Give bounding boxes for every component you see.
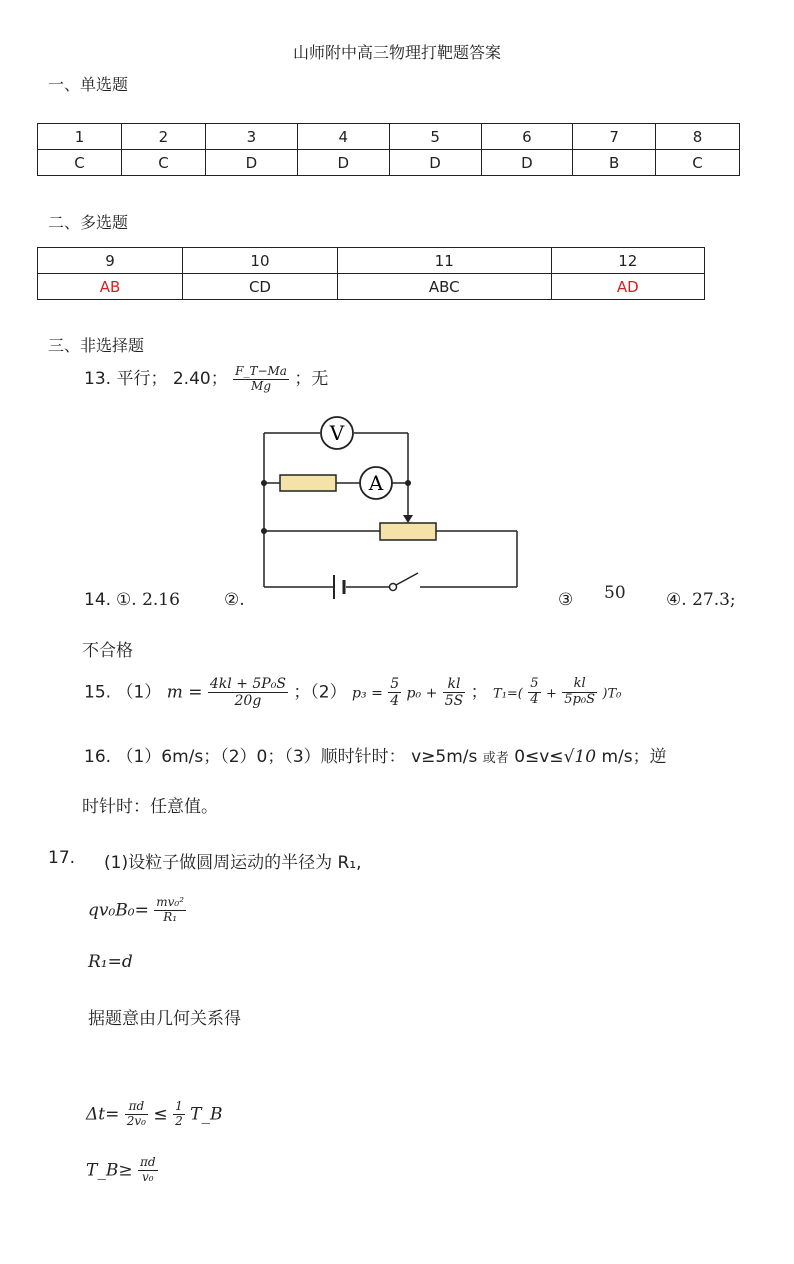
table-row — [38, 150, 740, 176]
question-number: 5 — [389, 124, 481, 150]
answer-cell: C — [121, 150, 205, 176]
page-title: 山师附中高三物理打靶题答案 — [292, 43, 501, 62]
table-row — [38, 248, 705, 274]
answer-cell: B — [573, 150, 656, 176]
q15-t-lhs: T₁=( — [493, 686, 523, 702]
q17-dt-num: πd — [125, 1100, 148, 1115]
table-row — [38, 274, 705, 300]
q13-text-a: 平行； — [116, 369, 168, 389]
q17-eq1-lhs: qv₀B₀= — [88, 900, 149, 921]
q14-label: 14. — [84, 590, 112, 610]
q14-part4-mark: ④. — [666, 590, 687, 610]
q17-dt-lhs: Δt= — [86, 1104, 120, 1125]
q17-dt-le: ≤ — [153, 1104, 168, 1125]
q17-geometry: 据题意由几何关系得 — [88, 1009, 241, 1029]
q17-label: 17. — [48, 848, 76, 868]
junction-dot — [261, 480, 267, 486]
voltmeter-label: V — [329, 421, 345, 445]
q13-text-b: ；无 — [294, 369, 329, 389]
q13-label: 13. — [84, 369, 112, 389]
q14-part4 — [666, 590, 736, 610]
q15-p3-mid: p₀ + — [406, 685, 438, 702]
resistor — [280, 475, 336, 491]
q15-p3-fraction — [443, 676, 466, 709]
q17-tb2-fraction — [138, 1156, 158, 1185]
q15-p3-lhs: p₃ = — [352, 685, 383, 702]
q15-p3-coef — [388, 676, 401, 709]
q14-part3-mark: ③ — [558, 590, 574, 610]
question-number: 10 — [183, 248, 338, 274]
q17-eq2: R₁=d — [88, 952, 133, 972]
question-number: 6 — [481, 124, 573, 150]
answer-cell: D — [297, 150, 389, 176]
q16-text1: （1）6m/s；（2）0；（3）顺时针时： — [116, 747, 406, 767]
q15-t-tail: )T₀ — [602, 686, 622, 702]
q15-t-plus: + — [545, 686, 557, 702]
circuit-diagram — [250, 405, 530, 605]
ammeter-label: A — [368, 471, 384, 495]
q14-part3-value: 50 — [604, 583, 626, 603]
q15-p3-coef-num: 5 — [390, 676, 400, 692]
q17-eq1-fraction — [154, 896, 186, 925]
q15-label: 15. — [84, 682, 112, 703]
q17-eq1 — [88, 896, 186, 925]
q17-tb2-lhs: T_B≥ — [86, 1160, 133, 1181]
q14-part1-value: 2.16 — [142, 590, 180, 610]
q14-part2-mark: ②. — [224, 590, 245, 610]
q17-tb: T_B — [190, 1104, 223, 1125]
q15-part1: （1） — [116, 682, 162, 703]
q17-tb2-den: v₀ — [141, 1169, 154, 1184]
section3-heading: 三、非选择题 — [48, 336, 145, 355]
q14-part5: 不合格 — [82, 641, 133, 661]
q15-p3-frac-num: kl — [443, 676, 466, 693]
q16-cond1: v≥5m/s — [411, 747, 478, 767]
q15-sep: ； — [470, 682, 488, 703]
answer-cell: AD — [551, 274, 704, 300]
q16-cond2: 0≤v≤ — [514, 747, 564, 767]
q14-part1 — [116, 590, 180, 610]
answer-cell: D — [205, 150, 297, 176]
q16-sqrt: √10 — [563, 747, 597, 767]
junction-dot — [261, 528, 267, 534]
question-number: 11 — [337, 248, 551, 274]
q15-answer — [84, 676, 621, 709]
q17-tb2-num: πd — [139, 1155, 156, 1169]
q15-t-coef-den: 4 — [530, 692, 539, 708]
q15-part2: ；（2） — [293, 682, 347, 703]
q15-m-fraction — [208, 676, 288, 709]
question-number: 9 — [38, 248, 183, 274]
multiple-choice-table — [37, 247, 705, 300]
rheostat — [380, 523, 436, 540]
answer-cell: D — [389, 150, 481, 176]
q16-line2: 时针时：任意值。 — [82, 797, 218, 817]
question-number: 3 — [205, 124, 297, 150]
slider-arrow — [403, 515, 413, 523]
answer-cell: CD — [183, 274, 338, 300]
q15-t-frac-den: 5p₀S — [564, 692, 596, 708]
question-number: 1 — [38, 124, 122, 150]
question-number: 2 — [121, 124, 205, 150]
q15-m-num: 4kl + 5P₀S — [209, 676, 286, 692]
junction-dot — [405, 480, 411, 486]
q15-t-coef-num: 5 — [530, 676, 539, 692]
q15-t-frac-num: kl — [562, 677, 597, 693]
q16-answer — [84, 742, 667, 767]
q13-answer — [84, 364, 328, 393]
answer-cell: C — [38, 150, 122, 176]
q17-intro: (1)设粒子做圆周运动的半径为 R₁, — [104, 853, 362, 873]
q17-dt-den: 2v₀ — [126, 1113, 146, 1128]
q14-part1-mark: ①. — [116, 590, 137, 610]
q17-half-num: 1 — [175, 1099, 183, 1113]
q15-p3-frac-den: 5S — [444, 693, 464, 710]
q17-eq1-num: mv₀² — [156, 895, 185, 909]
answer-cell: ABC — [337, 274, 551, 300]
q15-m-den: 20g — [234, 693, 262, 710]
question-number: 8 — [655, 124, 739, 150]
q17-half-den: 2 — [175, 1113, 183, 1128]
answer-cell: C — [655, 150, 739, 176]
q16-or: 或者 — [482, 751, 509, 766]
switch-pivot — [390, 584, 397, 591]
q15-m-lhs: m = — [166, 682, 203, 703]
q16-unit: m/s；逆 — [601, 747, 667, 767]
question-number: 12 — [551, 248, 704, 274]
single-choice-table — [37, 123, 740, 176]
section1-heading: 一、单选题 — [48, 75, 129, 94]
answer-cell: AB — [38, 274, 183, 300]
q16-label: 16. — [84, 747, 112, 767]
table-row — [38, 124, 740, 150]
q17-eq4 — [86, 1156, 158, 1185]
q17-eq1-den: R₁ — [163, 909, 178, 924]
q13-frac-den: Mg — [251, 378, 272, 393]
q17-eq3 — [86, 1100, 222, 1129]
q13-fraction — [233, 365, 289, 394]
q13-value: 2.40； — [172, 369, 228, 389]
q15-p3-coef-den: 4 — [390, 693, 400, 710]
q17-half-fraction — [173, 1100, 185, 1129]
section2-heading: 二、多选题 — [48, 213, 129, 232]
switch-lever — [396, 573, 418, 585]
q14-part4-value: 27.3; — [692, 590, 736, 610]
q13-frac-num: F_T−Ma — [235, 363, 287, 378]
q15-t-coef — [528, 677, 540, 708]
answer-cell: D — [481, 150, 573, 176]
q17-dt-fraction — [125, 1100, 148, 1129]
question-number: 7 — [573, 124, 656, 150]
q15-t-fraction — [562, 677, 597, 708]
question-number: 4 — [297, 124, 389, 150]
